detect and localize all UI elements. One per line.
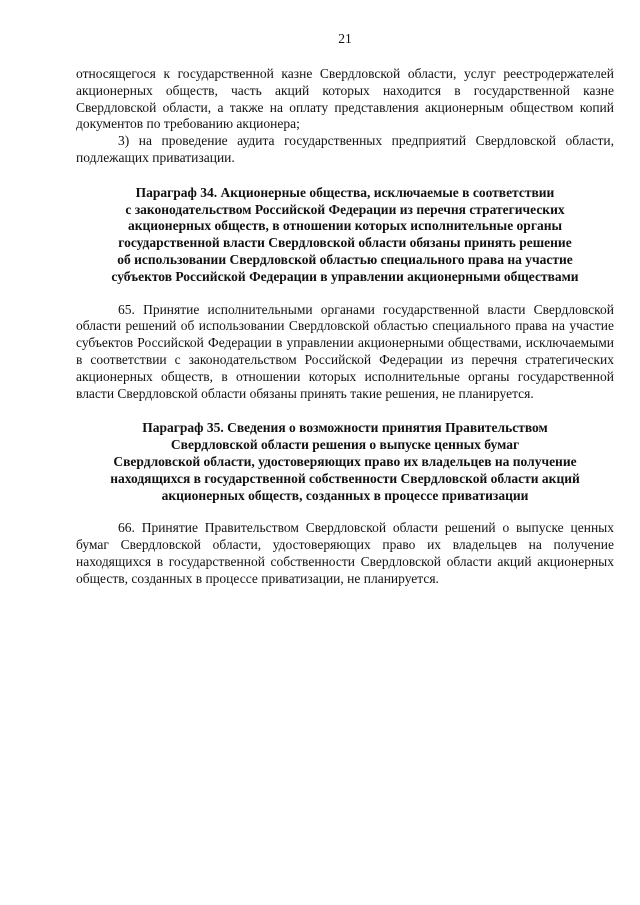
heading-line: Свердловской области решения о выпуске ценных бумаг <box>170 437 520 453</box>
heading-line: акционерных обществ, в отношении которых исполнительные органы <box>127 218 563 234</box>
heading-line: об использовании Свердловской областью специального права на участие <box>117 251 573 267</box>
list-item-3: 3) на проведение аудита государственных предприятий Свердловской области, подлежащих приватизации. <box>76 133 614 165</box>
heading-line: Параграф 34. Акционерные общества, исключаемые в соответствии <box>135 184 555 200</box>
section-35-heading <box>76 420 614 504</box>
section-35-body: 66. Принятие Правительством Свердловской области решений о выпуске ценных бумаг Свердловской области, удостоверяющих право их владельцев на получение находящихся в государственной собственности Свердловской области акций акционерных обществ, созданных в процессе приватизации, не планируется. <box>76 520 614 586</box>
heading-line: Параграф 35. Сведения о возможности принятия Правительством <box>142 420 548 436</box>
section-34-heading <box>76 185 614 286</box>
page-number: 21 <box>338 31 352 46</box>
heading-line: акционерных обществ, созданных в процессе приватизации <box>161 487 529 503</box>
heading-line: субъектов Российской Федерации в управлении акционерными обществами <box>111 268 579 284</box>
section-34-body: 65. Принятие исполнительными органами государственной власти Свердловской области решений об использовании Свердловской областью специального права на участие субъектов Российской Федерации в управлении акционерными обществами, исключаемыми в соответствии с законодательством Российской Федерации из перечня стратегических акционерных обществ, в отношении которых исполнительные органы государственной власти Свердловской области обязаны принять такие решения, не планируется. <box>76 301 614 401</box>
intro-paragraph: относящегося к государственной казне Свердловской области, услуг реестродержателей акционерных обществ, часть акций которых находится в государственной казне Свердловской области, а также на оплату представления акционерным обществом копий документов по требованию акционера; <box>76 66 614 132</box>
heading-line: Свердловской области, удостоверяющих право их владельцев на получение <box>113 453 577 469</box>
heading-line: государственной власти Свердловской области обязаны принять решение <box>118 235 572 251</box>
heading-line: находящихся в государственной собственности Свердловской области акций <box>110 470 580 486</box>
heading-line: с законодательством Российской Федерации из перечня стратегических <box>125 201 565 217</box>
